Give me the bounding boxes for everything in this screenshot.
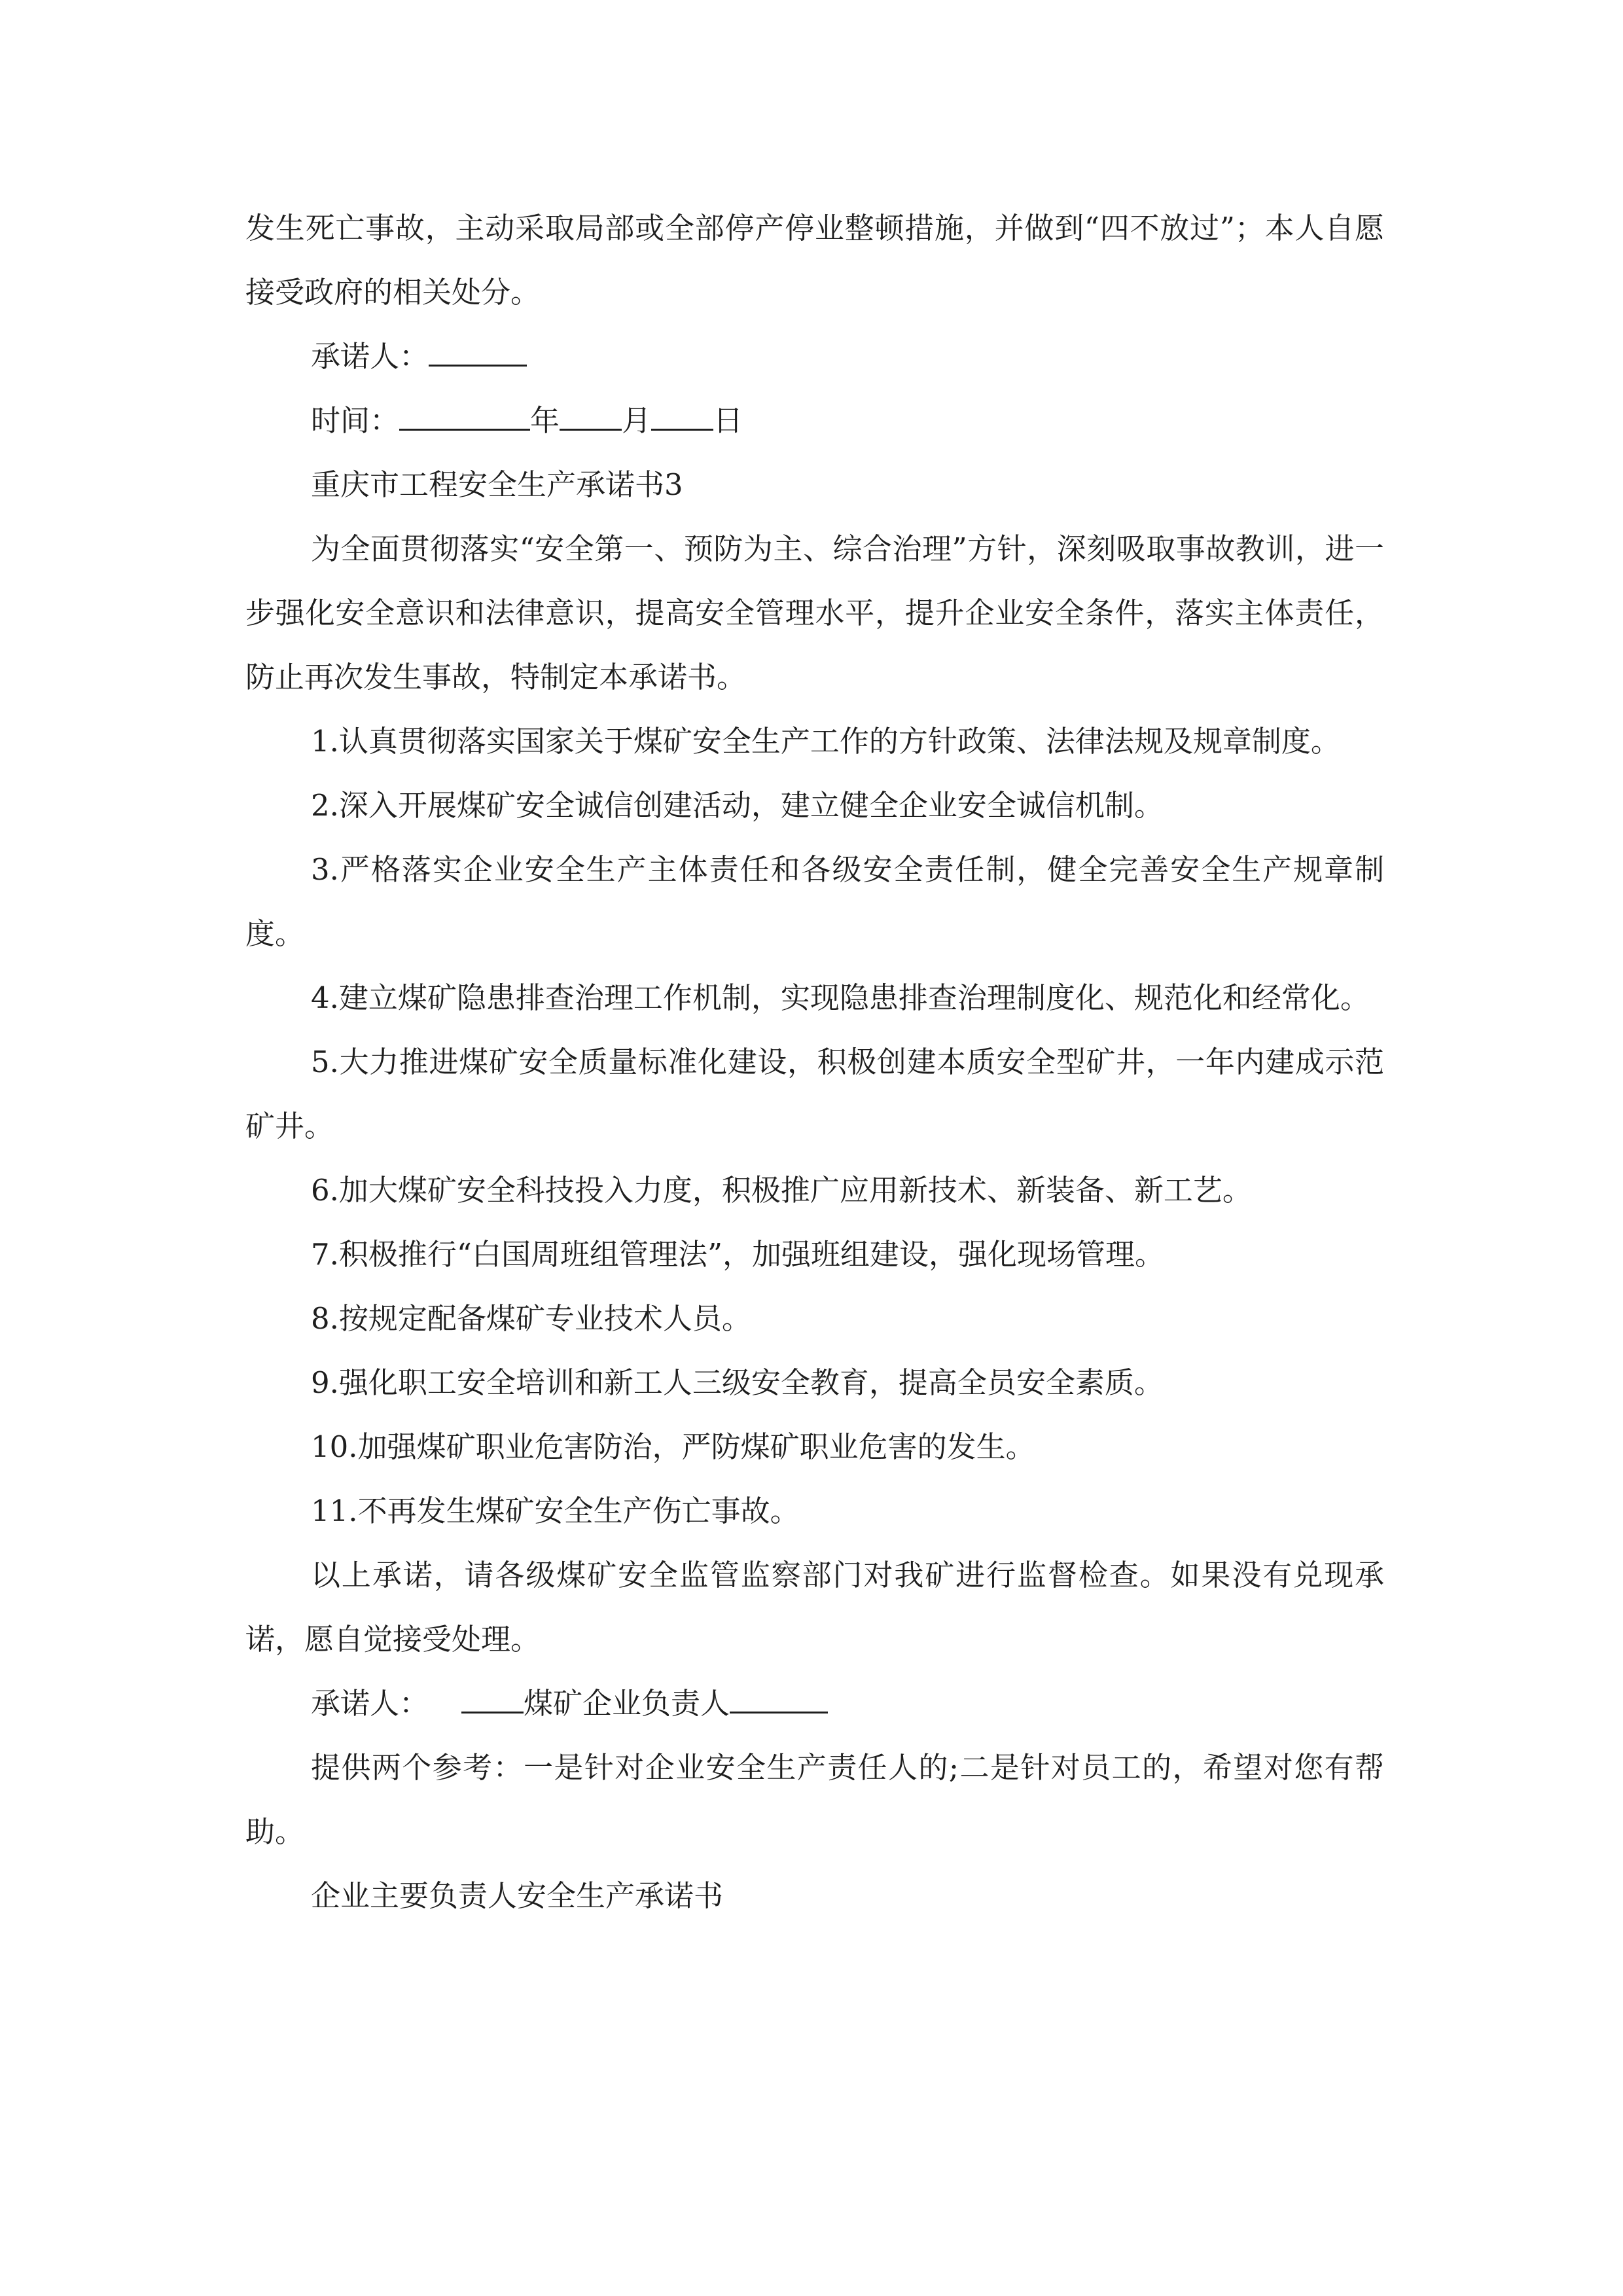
time-label: 时间： (311, 403, 400, 438)
signer-label: 承诺人： (311, 1686, 429, 1721)
commitment-item-4: 4.建立煤矿隐患排查治理工作机制，实现隐患排查治理制度化、规范化和经常化。 (311, 980, 1370, 1015)
commitment-item-9: 9.强化职工安全培训和新工人三级安全教育，提高全员安全素质。 (311, 1365, 1164, 1400)
signer-post-blank (730, 1689, 828, 1713)
commitment-item-7: 7.积极推行“白国周班组管理法”，加强班组建设，强化现场管理。 (311, 1237, 1164, 1272)
next-section-title: 企业主要负责人安全生产承诺书 (311, 1878, 724, 1913)
signer-line-1 (245, 325, 1384, 389)
commitment-item-8: 8.按规定配备煤矿专业技术人员。 (311, 1301, 751, 1336)
year-label: 年 (530, 403, 560, 438)
time-line (245, 389, 1384, 453)
signer-line-2 (245, 1672, 1384, 1736)
paragraph-preamble: 为全面贯彻落实“安全第一、预防为主、综合治理”方针，深刻吸取事故教训，进一步强化安全意识和法律意识，提高安全管理水平，提升企业安全条件，落实主体责任，防止再次发生事故，特制定本承诺书。 (245, 531, 1384, 694)
signer-pre-blank (461, 1689, 524, 1713)
commitment-item-1: 1.认真贯彻落实国家关于煤矿安全生产工作的方针政策、法律法规及规章制度。 (311, 724, 1340, 759)
paragraph-reference-note: 提供两个参考：一是针对企业安全生产责任人的;二是针对员工的，希望对您有帮助。 (245, 1750, 1384, 1849)
commitment-item-3: 3.严格落实企业安全生产主体责任和各级安全责任制，健全完善安全生产规章制度。 (245, 852, 1384, 951)
document-body (245, 196, 1384, 1928)
day-blank (651, 406, 713, 431)
day-label: 日 (713, 403, 743, 438)
signer-label: 承诺人： (311, 339, 429, 374)
month-blank (560, 406, 622, 431)
signer-blank (429, 342, 527, 367)
commitment-item-2: 2.深入开展煤矿安全诚信创建活动，建立健全企业安全诚信机制。 (311, 788, 1164, 823)
paragraph-intro: 发生死亡事故，主动采取局部或全部停产停业整顿措施，并做到“四不放过”；本人自愿接受政府的相关处分。 (245, 211, 1384, 310)
month-label: 月 (622, 403, 652, 438)
section-title-3: 重庆市工程安全生产承诺书3 (311, 467, 683, 502)
commitment-item-10: 10.加强煤矿职业危害防治，严防煤矿职业危害的发生。 (311, 1429, 1035, 1464)
year-blank (399, 406, 530, 431)
commitment-item-11: 11.不再发生煤矿安全生产伤亡事故。 (311, 1494, 800, 1528)
commitment-item-6: 6.加大煤矿安全科技投入力度，积极推广应用新技术、新装备、新工艺。 (311, 1173, 1252, 1208)
commitment-item-5: 5.大力推进煤矿安全质量标准化建设，积极创建本质安全型矿井，一年内建成示范矿井。 (245, 1045, 1384, 1143)
signer-role: 煤矿企业负责人 (524, 1686, 730, 1721)
paragraph-closing: 以上承诺，请各级煤矿安全监管监察部门对我矿进行监督检查。如果没有兑现承诺，愿自觉接受处理。 (245, 1558, 1384, 1657)
